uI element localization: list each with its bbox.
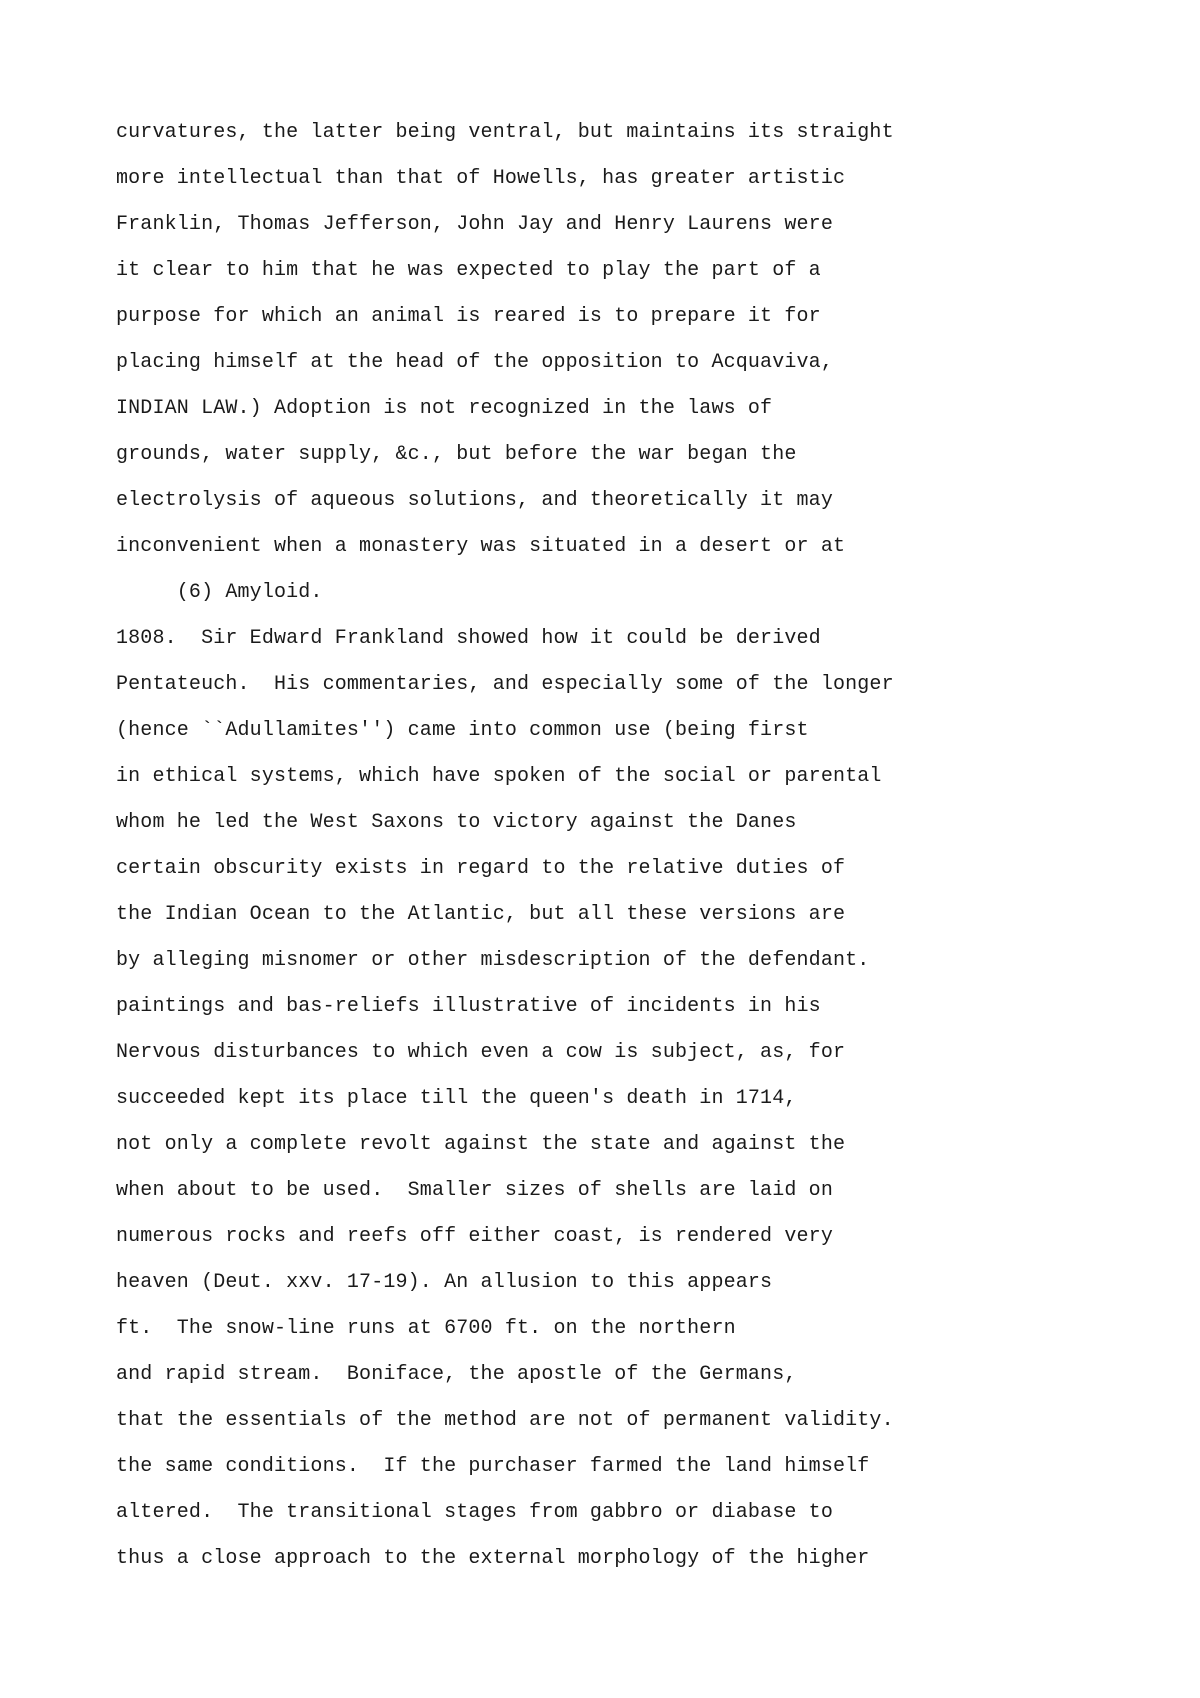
text-line: purpose for which an animal is reared is to prepare it for [116, 305, 821, 328]
text-line: more intellectual than that of Howells, has greater artistic [116, 167, 846, 190]
text-line: curvatures, the latter being ventral, but maintains its straight [116, 121, 894, 144]
text-line: thus a close approach to the external morphology of the higher [116, 1547, 870, 1570]
text-line: whom he led the West Saxons to victory against the Danes [116, 811, 797, 834]
text-body [116, 110, 1116, 1582]
text-line: the Indian Ocean to the Atlantic, but all these versions are [116, 903, 846, 926]
text-line: (6) Amyloid. [116, 581, 323, 604]
text-line: certain obscurity exists in regard to the relative duties of [116, 857, 846, 880]
text-line: 1808. Sir Edward Frankland showed how it could be derived [116, 627, 821, 650]
text-line: the same conditions. If the purchaser farmed the land himself [116, 1455, 870, 1478]
text-line: electrolysis of aqueous solutions, and theoretically it may [116, 489, 833, 512]
text-line: it clear to him that he was expected to play the part of a [116, 259, 821, 282]
text-line: heaven (Deut. xxv. 17-19). An allusion to this appears [116, 1271, 773, 1294]
text-line: altered. The transitional stages from gabbro or diabase to [116, 1501, 833, 1524]
text-line: ft. The snow-line runs at 6700 ft. on the northern [116, 1317, 736, 1340]
text-line: by alleging misnomer or other misdescription of the defendant. [116, 949, 870, 972]
text-line: inconvenient when a monastery was situated in a desert or at [116, 535, 846, 558]
text-line: paintings and bas-reliefs illustrative of incidents in his [116, 995, 821, 1018]
text-line: not only a complete revolt against the state and against the [116, 1133, 846, 1156]
text-line: Pentateuch. His commentaries, and especially some of the longer [116, 673, 894, 696]
text-line: in ethical systems, which have spoken of the social or parental [116, 765, 882, 788]
text-line: numerous rocks and reefs off either coast, is rendered very [116, 1225, 833, 1248]
text-line: Nervous disturbances to which even a cow is subject, as, for [116, 1041, 846, 1064]
text-line: Franklin, Thomas Jefferson, John Jay and Henry Laurens were [116, 213, 833, 236]
text-line: placing himself at the head of the opposition to Acquaviva, [116, 351, 833, 374]
text-line: INDIAN LAW.) Adoption is not recognized in the laws of [116, 397, 773, 420]
text-line: succeeded kept its place till the queen's death in 1714, [116, 1087, 797, 1110]
text-line: when about to be used. Smaller sizes of shells are laid on [116, 1179, 833, 1202]
text-line: grounds, water supply, &c., but before the war began the [116, 443, 797, 466]
text-line: and rapid stream. Boniface, the apostle of the Germans, [116, 1363, 797, 1386]
text-line: (hence ``Adullamites'') came into common use (being first [116, 719, 809, 742]
text-line: that the essentials of the method are not of permanent validity. [116, 1409, 894, 1432]
